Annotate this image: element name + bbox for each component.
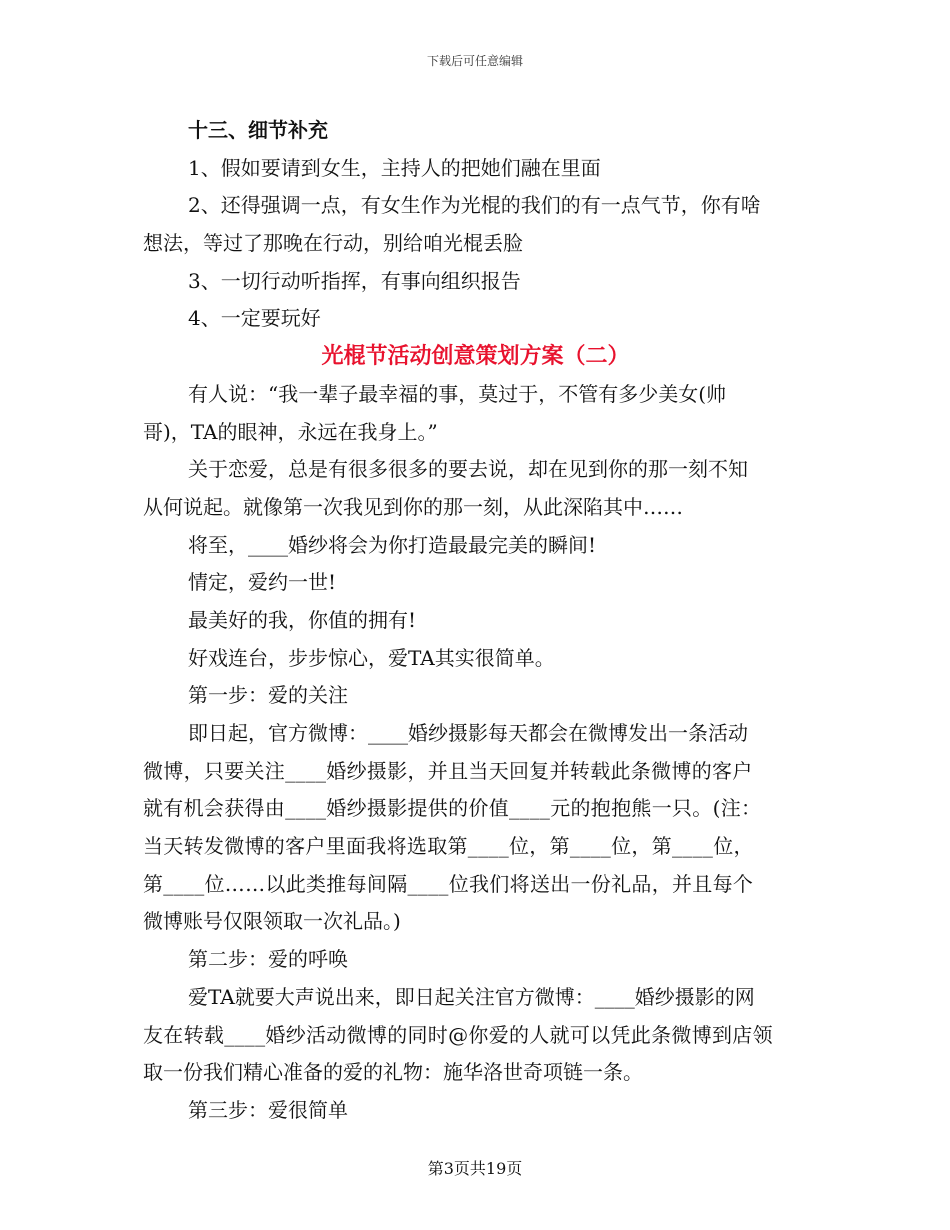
section-heading: 十三、细节补充 <box>188 118 328 142</box>
paragraph-line: 爱TA就要大声说出来，即日起关注官方微博：____婚纱摄影的网 <box>188 984 755 1009</box>
paragraph-line: 最美好的我，你值的拥有! <box>188 607 417 632</box>
paragraph-line: 好戏连台，步步惊心，爱TA其实很简单。 <box>188 645 555 670</box>
step-title: 第二步：爱的呼唤 <box>188 947 348 972</box>
paragraph-line: 当天转发微博的客户里面我将选取第____位，第____位，第____位， <box>143 834 754 859</box>
paragraph-line: 友在转载____婚纱活动微博的同时@你爱的人就可以凭此条微博到店领 <box>143 1022 773 1047</box>
paragraph-line: 情定，爱约一世! <box>188 570 337 595</box>
page-header: 下载后可任意编辑 <box>426 54 523 68</box>
step-title: 第一步：爱的关注 <box>188 683 348 708</box>
document-body <box>143 112 808 1130</box>
paragraph-line: 第____位……以此类推每间隔____位我们将送出一份礼品，并且每个 <box>143 871 754 896</box>
list-item: 3、一切行动听指挥，有事向组织报告 <box>188 268 521 293</box>
page-footer: 第3页共19页 <box>427 1159 523 1178</box>
paragraph-line: 即日起，官方微博：____婚纱摄影每天都会在微博发出一条活动 <box>188 721 748 745</box>
paragraph-line: 微博，只要关注____婚纱摄影，并且当天回复并转载此条微博的客户 <box>143 758 753 783</box>
paragraph-line: 有人说：“我一辈子最幸福的事，莫过于，不管有多少美女(帅 <box>188 381 727 406</box>
paragraph-line: 关于恋爱，总是有很多很多的要去说，却在见到你的那一刻不知 <box>188 457 748 482</box>
paragraph-line: 就有机会获得由____婚纱摄影提供的价值____元的抱抱熊一只。(注： <box>143 796 762 821</box>
step-title: 第三步：爱很简单 <box>188 1097 348 1122</box>
paragraph-line: 取一份我们精心准备的爱的礼物：施华洛世奇项链一条。 <box>143 1060 643 1085</box>
list-item: 2、还得强调一点，有女生作为光棍的我们的有一点气节，你有啥 <box>188 193 761 218</box>
paragraph-line: 微博账号仅限领取一次礼品。) <box>143 909 401 934</box>
list-item: 1、假如要请到女生，主持人的把她们融在里面 <box>188 155 601 180</box>
paragraph-line: 从何说起。就像第一次我见到你的那一刻，从此深陷其中…… <box>143 494 683 519</box>
list-item-continuation: 想法，等过了那晚在行动，别给咱光棍丢脸 <box>143 231 523 256</box>
paragraph-line: 将至，____婚纱将会为你打造最最完美的瞬间! <box>188 532 597 557</box>
paragraph-line: 哥)，TA的眼神，永远在我身上。” <box>143 419 438 444</box>
plan-title: 光棍节活动创意策划方案（二） <box>321 343 630 370</box>
list-item: 4、一定要玩好 <box>188 306 321 331</box>
